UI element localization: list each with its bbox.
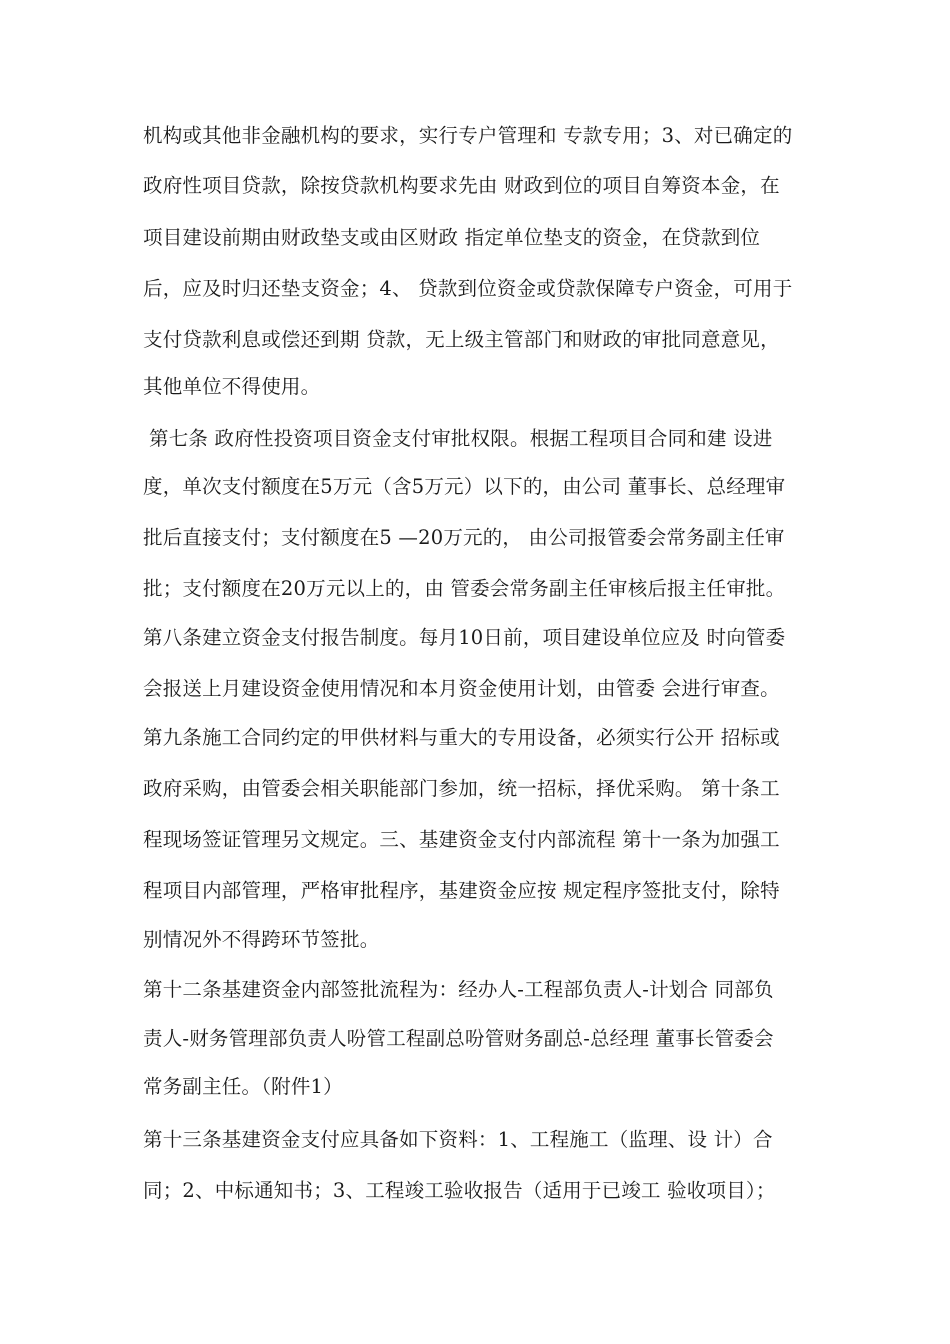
- text-line: 批；支付额度在20万元以上的，由 管委会常务副主任审核后报主任审批。: [143, 577, 786, 600]
- text-line: 责人-财务管理部负责人吩管工程副总吩管财务副总-总经理 董事长管委会: [143, 1027, 774, 1050]
- text-line: 第七条 政府性投资项目资金支付审批权限。根据工程项目合同和建 设进: [149, 427, 773, 450]
- text-line: 政府性项目贷款，除按贷款机构要求先由 财政到位的项目自筹资本金，在: [143, 174, 780, 197]
- text-line: 度，单次支付额度在5万元（含5万元）以下的，由公司 董事长、总经理审: [143, 475, 786, 498]
- text-line: 政府采购，由管委会相关职能部门参加，统一招标，择优采购。 第十条工: [143, 777, 780, 800]
- text-line: 第八条建立资金支付报告制度。每月10日前，项目建设单位应及 时向管委: [143, 626, 786, 649]
- text-line: 第十三条基建资金支付应具备如下资料：1、工程施工（监理、设 计）合: [143, 1128, 773, 1151]
- text-line: 其他单位不得使用。: [143, 375, 321, 398]
- text-line: 常务副主任。（附件1）: [143, 1075, 343, 1098]
- text-line: 第十二条基建资金内部签批流程为：经办人-工程部负责人-计划合 同部负: [143, 978, 774, 1001]
- text-line: 机构或其他非金融机构的要求，实行专户管理和 专款专用；3、对已确定的: [143, 124, 793, 147]
- text-line: 项目建设前期由财政垫支或由区财政 指定单位垫支的资金，在贷款到位: [143, 226, 761, 249]
- text-line: 程现场签证管理另文规定。三、基建资金支付内部流程 第十一条为加强工: [143, 828, 780, 851]
- text-line: 批后直接支付；支付额度在5 —20万元的， 由公司报管委会常务副主任审: [143, 526, 785, 549]
- text-line: 同；2、中标通知书；3、工程竣工验收报告（适用于已竣工 验收项目）；: [143, 1179, 776, 1202]
- text-line: 后，应及时归还垫支资金；4、 贷款到位资金或贷款保障专户资金，可用于: [143, 277, 793, 300]
- text-line: 支付贷款利息或偿还到期 贷款，无上级主管部门和财政的审批同意意见，: [143, 328, 780, 351]
- text-line: 别情况外不得跨环节签批。: [143, 928, 380, 951]
- text-line: 程项目内部管理，严格审批程序，基建资金应按 规定程序签批支付，除特: [143, 879, 780, 902]
- text-line: 第九条施工合同约定的甲供材料与重大的专用设备，必须实行公开 招标或: [143, 726, 780, 749]
- text-line: 会报送上月建设资金使用情况和本月资金使用计划，由管委 会进行审查。: [143, 677, 780, 700]
